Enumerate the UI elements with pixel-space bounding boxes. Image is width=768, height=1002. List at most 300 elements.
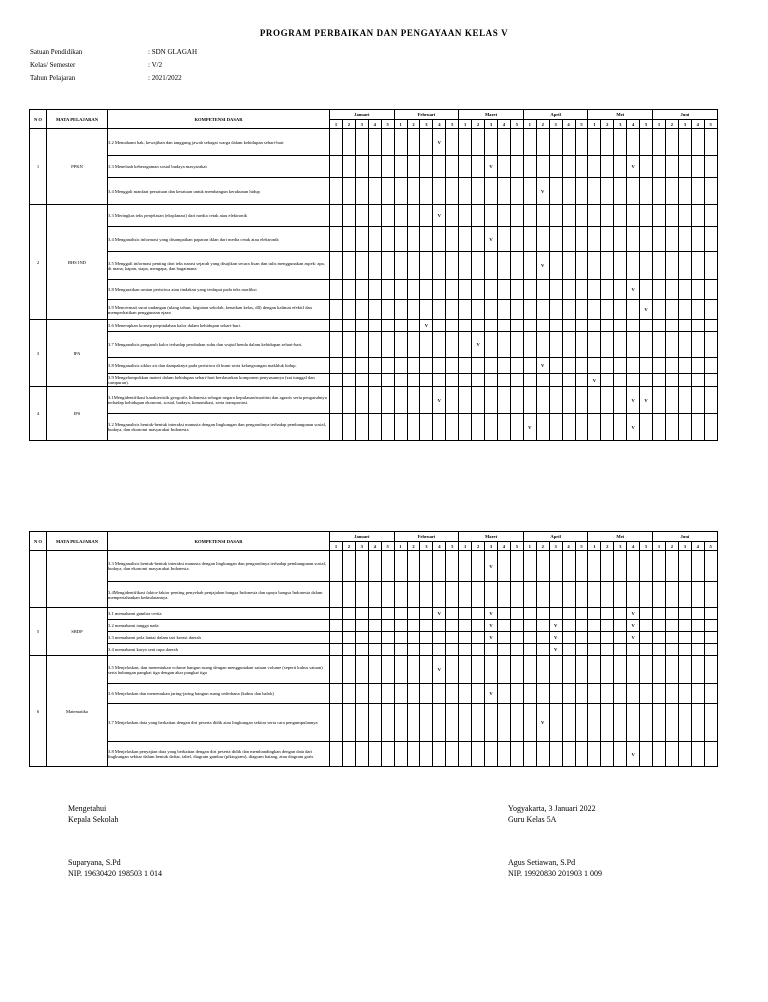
week-cell xyxy=(575,620,588,632)
week-cell xyxy=(355,582,368,608)
week-cell xyxy=(381,632,394,644)
week-cell xyxy=(368,414,381,441)
week-cell xyxy=(497,742,510,767)
week-cell xyxy=(588,551,601,582)
week-cell xyxy=(472,320,485,332)
week-cell xyxy=(510,156,523,178)
check-mark: V xyxy=(433,608,446,620)
week-cell xyxy=(459,704,472,742)
week-cell xyxy=(485,205,498,227)
week-cell xyxy=(381,704,394,742)
week-cell xyxy=(342,414,355,441)
week-cell xyxy=(562,280,575,300)
week-cell xyxy=(472,632,485,644)
row-number: 6 xyxy=(30,656,47,767)
week-cell xyxy=(575,227,588,252)
week-cell xyxy=(704,205,717,227)
week-cell xyxy=(614,280,627,300)
week-cell xyxy=(691,129,704,156)
week-cell xyxy=(459,742,472,767)
week-cell xyxy=(497,358,510,374)
week-cell xyxy=(653,582,666,608)
week-cell xyxy=(342,656,355,684)
competency-text: 3.9 Mengelompokkan materi dalam kehidupan sehari-hari berdasarkan komponen penyusunnya (zat tunggal dan campuran). xyxy=(108,374,330,387)
header-week: 1 xyxy=(394,542,407,551)
week-cell xyxy=(355,632,368,644)
week-cell xyxy=(472,156,485,178)
week-cell xyxy=(640,332,653,358)
week-cell xyxy=(446,332,459,358)
week-cell xyxy=(407,704,420,742)
week-cell xyxy=(459,358,472,374)
week-cell xyxy=(523,374,536,387)
week-cell xyxy=(691,252,704,280)
week-cell xyxy=(536,414,549,441)
week-cell xyxy=(330,320,343,332)
week-cell xyxy=(665,608,678,620)
row-number xyxy=(30,551,47,608)
competency-text: 3.3 memahami pola lantai dalam tari kreasi daerah xyxy=(108,632,330,644)
week-cell xyxy=(704,374,717,387)
week-cell xyxy=(588,300,601,320)
week-cell xyxy=(614,332,627,358)
week-cell xyxy=(601,632,614,644)
week-cell xyxy=(472,387,485,414)
check-mark: V xyxy=(627,414,640,441)
week-cell xyxy=(627,684,640,704)
week-cell xyxy=(446,387,459,414)
week-cell xyxy=(355,644,368,656)
check-mark: V xyxy=(485,156,498,178)
week-cell xyxy=(691,704,704,742)
week-cell xyxy=(653,156,666,178)
week-cell xyxy=(381,551,394,582)
week-cell xyxy=(459,320,472,332)
week-cell xyxy=(627,178,640,205)
week-cell xyxy=(368,320,381,332)
week-cell xyxy=(472,656,485,684)
competency-text: 3.4 Menganalisis informasi yang disampaikan paparan iklan dari media cetak atau elektronik xyxy=(108,227,330,252)
week-cell xyxy=(459,374,472,387)
header-week: 1 xyxy=(588,120,601,129)
week-cell xyxy=(704,300,717,320)
week-cell xyxy=(407,684,420,704)
week-cell xyxy=(368,684,381,704)
week-cell xyxy=(665,156,678,178)
week-cell xyxy=(497,320,510,332)
week-cell xyxy=(368,387,381,414)
week-cell xyxy=(497,300,510,320)
week-cell xyxy=(588,656,601,684)
week-cell xyxy=(653,280,666,300)
week-cell xyxy=(381,374,394,387)
week-cell xyxy=(614,742,627,767)
check-mark: V xyxy=(640,387,653,414)
header-week: 5 xyxy=(381,120,394,129)
week-cell xyxy=(407,332,420,358)
info-value: : 2021/2022 xyxy=(148,74,182,82)
week-cell xyxy=(549,374,562,387)
week-cell xyxy=(446,608,459,620)
week-cell xyxy=(510,358,523,374)
header-week: 3 xyxy=(485,542,498,551)
competency-text: 3.1 memahami gambar cerita xyxy=(108,608,330,620)
week-cell xyxy=(485,582,498,608)
week-cell xyxy=(433,551,446,582)
week-cell xyxy=(562,608,575,620)
week-cell xyxy=(342,551,355,582)
subject-name: PPKN xyxy=(47,129,108,205)
week-cell xyxy=(355,320,368,332)
week-cell xyxy=(394,252,407,280)
week-cell xyxy=(485,129,498,156)
week-cell xyxy=(678,252,691,280)
week-cell xyxy=(407,656,420,684)
table-row xyxy=(30,280,718,300)
week-cell xyxy=(407,551,420,582)
header-week: 5 xyxy=(446,120,459,129)
header-week: 4 xyxy=(627,542,640,551)
week-cell xyxy=(588,156,601,178)
week-cell xyxy=(588,332,601,358)
week-cell xyxy=(381,332,394,358)
week-cell xyxy=(472,227,485,252)
week-cell xyxy=(704,129,717,156)
week-cell xyxy=(472,374,485,387)
header-row-months xyxy=(30,110,718,120)
week-cell xyxy=(562,684,575,704)
week-cell xyxy=(342,704,355,742)
week-cell xyxy=(601,300,614,320)
header-competency: KOMPETENSI DASAR xyxy=(108,532,330,551)
week-cell xyxy=(497,704,510,742)
info-label: Kelas/ Semester xyxy=(30,61,76,69)
header-week: 2 xyxy=(407,120,420,129)
week-cell xyxy=(627,252,640,280)
week-cell xyxy=(330,178,343,205)
week-cell xyxy=(575,582,588,608)
week-cell xyxy=(627,374,640,387)
header-week: 3 xyxy=(549,542,562,551)
week-cell xyxy=(355,227,368,252)
week-cell xyxy=(653,320,666,332)
week-cell xyxy=(549,684,562,704)
week-cell xyxy=(510,387,523,414)
subject-name: IPA xyxy=(47,320,108,387)
table-row xyxy=(30,227,718,252)
week-cell xyxy=(459,387,472,414)
week-cell xyxy=(536,551,549,582)
week-cell xyxy=(510,414,523,441)
week-cell xyxy=(665,320,678,332)
week-cell xyxy=(627,205,640,227)
week-cell xyxy=(342,684,355,704)
week-cell xyxy=(472,414,485,441)
week-cell xyxy=(394,551,407,582)
week-cell xyxy=(704,414,717,441)
week-cell xyxy=(368,704,381,742)
week-cell xyxy=(653,632,666,644)
week-cell xyxy=(407,374,420,387)
week-cell xyxy=(549,742,562,767)
week-cell xyxy=(640,358,653,374)
header-competency: KOMPETENSI DASAR xyxy=(108,110,330,129)
header-month: Januari xyxy=(330,110,395,120)
week-cell xyxy=(704,156,717,178)
week-cell xyxy=(368,358,381,374)
week-cell xyxy=(472,742,485,767)
sign-nip: NIP. 19630420 198503 1 014 xyxy=(68,869,163,878)
week-cell xyxy=(575,374,588,387)
check-mark: V xyxy=(627,620,640,632)
week-cell xyxy=(381,178,394,205)
week-cell xyxy=(523,620,536,632)
header-week: 1 xyxy=(459,542,472,551)
week-cell xyxy=(355,156,368,178)
week-cell xyxy=(614,704,627,742)
table-row xyxy=(30,205,718,227)
remedial-table-2 xyxy=(29,531,718,767)
week-cell xyxy=(446,156,459,178)
week-cell xyxy=(562,320,575,332)
week-cell xyxy=(394,227,407,252)
header-week: 4 xyxy=(368,120,381,129)
check-mark: V xyxy=(536,178,549,205)
week-cell xyxy=(627,582,640,608)
competency-text: 3.2 memahami tangga nada xyxy=(108,620,330,632)
week-cell xyxy=(562,358,575,374)
table-row xyxy=(30,252,718,280)
week-cell xyxy=(678,684,691,704)
week-cell xyxy=(614,300,627,320)
week-cell xyxy=(330,704,343,742)
week-cell xyxy=(407,582,420,608)
week-cell xyxy=(472,582,485,608)
week-cell xyxy=(355,332,368,358)
week-cell xyxy=(653,551,666,582)
week-cell xyxy=(640,227,653,252)
week-cell xyxy=(536,684,549,704)
week-cell xyxy=(510,551,523,582)
week-cell xyxy=(368,332,381,358)
week-cell xyxy=(575,332,588,358)
week-cell xyxy=(678,320,691,332)
week-cell xyxy=(433,644,446,656)
week-cell xyxy=(381,252,394,280)
week-cell xyxy=(459,551,472,582)
week-cell xyxy=(485,644,498,656)
week-cell xyxy=(549,582,562,608)
week-cell xyxy=(704,608,717,620)
week-cell xyxy=(342,644,355,656)
week-cell xyxy=(420,414,433,441)
week-cell xyxy=(653,358,666,374)
week-cell xyxy=(510,374,523,387)
week-cell xyxy=(342,227,355,252)
week-cell xyxy=(485,332,498,358)
week-cell xyxy=(368,742,381,767)
week-cell xyxy=(330,300,343,320)
week-cell xyxy=(485,300,498,320)
competency-text: 3.7 Menjelaskan data yang berkaitan dengan diri peserta didik atau lingkungan sekitar serta cara pengumpulannya xyxy=(108,704,330,742)
week-cell xyxy=(601,332,614,358)
week-cell xyxy=(691,684,704,704)
header-week: 1 xyxy=(653,542,666,551)
week-cell xyxy=(330,551,343,582)
week-cell xyxy=(665,742,678,767)
week-cell xyxy=(640,644,653,656)
week-cell xyxy=(394,414,407,441)
week-cell xyxy=(381,608,394,620)
header-row-months xyxy=(30,532,718,542)
week-cell xyxy=(407,300,420,320)
week-cell xyxy=(368,644,381,656)
week-cell xyxy=(549,358,562,374)
week-cell xyxy=(601,684,614,704)
week-cell xyxy=(407,156,420,178)
week-cell xyxy=(653,742,666,767)
week-cell xyxy=(342,178,355,205)
week-cell xyxy=(627,300,640,320)
week-cell xyxy=(523,358,536,374)
week-cell xyxy=(588,684,601,704)
week-cell xyxy=(472,358,485,374)
week-cell xyxy=(330,582,343,608)
week-cell xyxy=(523,280,536,300)
week-cell xyxy=(446,582,459,608)
week-cell xyxy=(342,300,355,320)
week-cell xyxy=(536,656,549,684)
week-cell xyxy=(381,582,394,608)
sign-caption: Mengetahui xyxy=(68,804,107,813)
week-cell xyxy=(704,227,717,252)
week-cell xyxy=(510,129,523,156)
week-cell xyxy=(614,684,627,704)
header-week: 4 xyxy=(691,542,704,551)
week-cell xyxy=(614,320,627,332)
week-cell xyxy=(497,178,510,205)
week-cell xyxy=(446,205,459,227)
week-cell xyxy=(407,414,420,441)
header-week: 5 xyxy=(575,542,588,551)
header-month: Maret xyxy=(459,532,524,542)
week-cell xyxy=(614,178,627,205)
school-info xyxy=(30,48,197,87)
week-cell xyxy=(665,358,678,374)
week-cell xyxy=(678,129,691,156)
week-cell xyxy=(665,332,678,358)
week-cell xyxy=(549,332,562,358)
week-cell xyxy=(601,227,614,252)
week-cell xyxy=(420,252,433,280)
week-cell xyxy=(342,387,355,414)
week-cell xyxy=(510,656,523,684)
week-cell xyxy=(472,704,485,742)
week-cell xyxy=(394,387,407,414)
week-cell xyxy=(497,252,510,280)
week-cell xyxy=(562,632,575,644)
week-cell xyxy=(627,332,640,358)
week-cell xyxy=(691,320,704,332)
week-cell xyxy=(562,156,575,178)
week-cell xyxy=(342,742,355,767)
week-cell xyxy=(459,582,472,608)
week-cell xyxy=(330,129,343,156)
week-cell xyxy=(355,620,368,632)
week-cell xyxy=(665,129,678,156)
week-cell xyxy=(665,684,678,704)
week-cell xyxy=(420,280,433,300)
week-cell xyxy=(459,280,472,300)
week-cell xyxy=(381,620,394,632)
week-cell xyxy=(407,320,420,332)
week-cell xyxy=(678,387,691,414)
week-cell xyxy=(523,656,536,684)
week-cell xyxy=(678,608,691,620)
competency-text: 3.8 Menguraikan urutan peristiwa atau tindakan yang terdapat pada teks nonfiksi xyxy=(108,280,330,300)
week-cell xyxy=(601,414,614,441)
week-cell xyxy=(601,205,614,227)
week-cell xyxy=(381,205,394,227)
week-cell xyxy=(536,227,549,252)
week-cell xyxy=(472,178,485,205)
week-cell xyxy=(355,358,368,374)
week-cell xyxy=(420,358,433,374)
week-cell xyxy=(640,704,653,742)
sign-place-date: Yogyakarta, 3 Januari 2022 xyxy=(508,804,596,813)
week-cell xyxy=(653,227,666,252)
week-cell xyxy=(330,227,343,252)
header-week: 2 xyxy=(665,542,678,551)
week-cell xyxy=(588,280,601,300)
week-cell xyxy=(536,332,549,358)
week-cell xyxy=(665,300,678,320)
week-cell xyxy=(691,156,704,178)
week-cell xyxy=(330,358,343,374)
check-mark: V xyxy=(588,374,601,387)
competency-text: 3.4 memahami karya seni rupa daerah xyxy=(108,644,330,656)
week-cell xyxy=(549,320,562,332)
header-week: 2 xyxy=(342,120,355,129)
week-cell xyxy=(665,551,678,582)
week-cell xyxy=(601,644,614,656)
competency-text: 3.6 Menjelaskan dan menemukan jaring-jaring bangun ruang sederhana (kubus dan balok) xyxy=(108,684,330,704)
header-month: Mei xyxy=(588,532,653,542)
week-cell xyxy=(433,300,446,320)
week-cell xyxy=(588,387,601,414)
week-cell xyxy=(601,582,614,608)
week-cell xyxy=(678,300,691,320)
week-cell xyxy=(588,414,601,441)
header-week: 3 xyxy=(614,542,627,551)
week-cell xyxy=(614,632,627,644)
week-cell xyxy=(485,252,498,280)
week-cell xyxy=(394,742,407,767)
week-cell xyxy=(446,632,459,644)
header-month: April xyxy=(523,532,588,542)
week-cell xyxy=(510,582,523,608)
week-cell xyxy=(472,252,485,280)
week-cell xyxy=(459,656,472,684)
week-cell xyxy=(394,332,407,358)
week-cell xyxy=(549,178,562,205)
week-cell xyxy=(342,374,355,387)
week-cell xyxy=(472,129,485,156)
week-cell xyxy=(678,414,691,441)
header-week: 5 xyxy=(381,542,394,551)
sign-role: Kepala Sekolah xyxy=(68,815,119,824)
week-cell xyxy=(588,320,601,332)
